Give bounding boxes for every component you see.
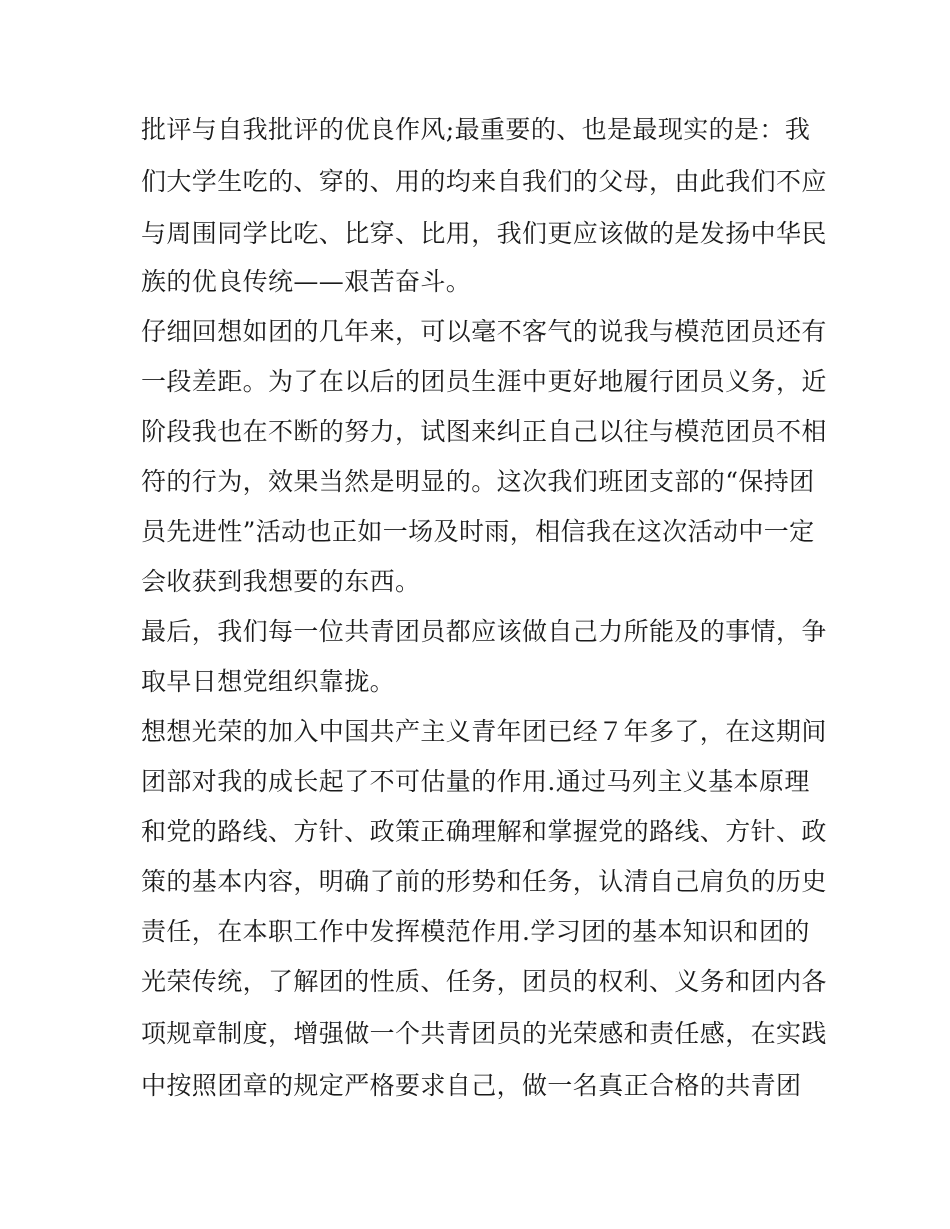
text-line-3: 与周围同学比吃、比穿、比用，我们更应该做的是发扬中华民 (141, 219, 827, 248)
text-line-4: 族的优良传统——艰苦奋斗。 (141, 267, 472, 296)
text-line-7: 阶段我也在不断的努力，试图来纠正自己以往与模范团员不相 (141, 417, 827, 446)
text-line-11: 最后，我们每一位共青团员都应该做自己力所能及的事情，争 (141, 617, 827, 646)
text-line-19: 项规章制度，增强做一个共青团员的光荣感和责任感，在实践 (141, 1019, 827, 1048)
text-line-1: 批评与自我批评的优良作风;最重要的、也是最现实的是：我 (141, 115, 811, 144)
text-line-16: 策的基本内容，明确了前的形势和任务，认清自己肩负的历史 (141, 867, 827, 896)
text-line-9: 员先进性”活动也正如一场及时雨，相信我在这次活动中一定 (141, 517, 815, 546)
text-line-10: 会收获到我想要的东西。 (141, 567, 421, 596)
text-line-6: 一段差距。为了在以后的团员生涯中更好地履行团员义务，近 (141, 367, 827, 396)
text-line-18: 光荣传统，了解团的性质、任务，团员的权利、义务和团内各 (141, 967, 827, 996)
text-line-15: 和党的路线、方针、政策正确理解和掌握党的路线、方针、政 (141, 817, 827, 846)
text-line-14: 团部对我的成长起了不可估量的作用.通过马列主义基本原理 (141, 767, 810, 796)
text-line-12: 取早日想党组织靠拢。 (141, 667, 396, 696)
text-line-20: 中按照团章的规定严格要求自己，做一名真正合格的共青团 (141, 1071, 802, 1100)
text-line-8: 符的行为，效果当然是明显的。这次我们班团支部的“保持团 (141, 467, 815, 496)
text-line-2: 们大学生吃的、穿的、用的均来自我们的父母，由此我们不应 (141, 167, 827, 196)
text-line-17: 责任，在本职工作中发挥模范作用.学习团的基本知识和团的 (141, 917, 810, 946)
text-line-13: 想想光荣的加入中国共产主义青年团已经７年多了，在这期间 (141, 717, 827, 746)
text-line-5: 仔细回想如团的几年来，可以毫不客气的说我与模范团员还有 (141, 317, 827, 346)
